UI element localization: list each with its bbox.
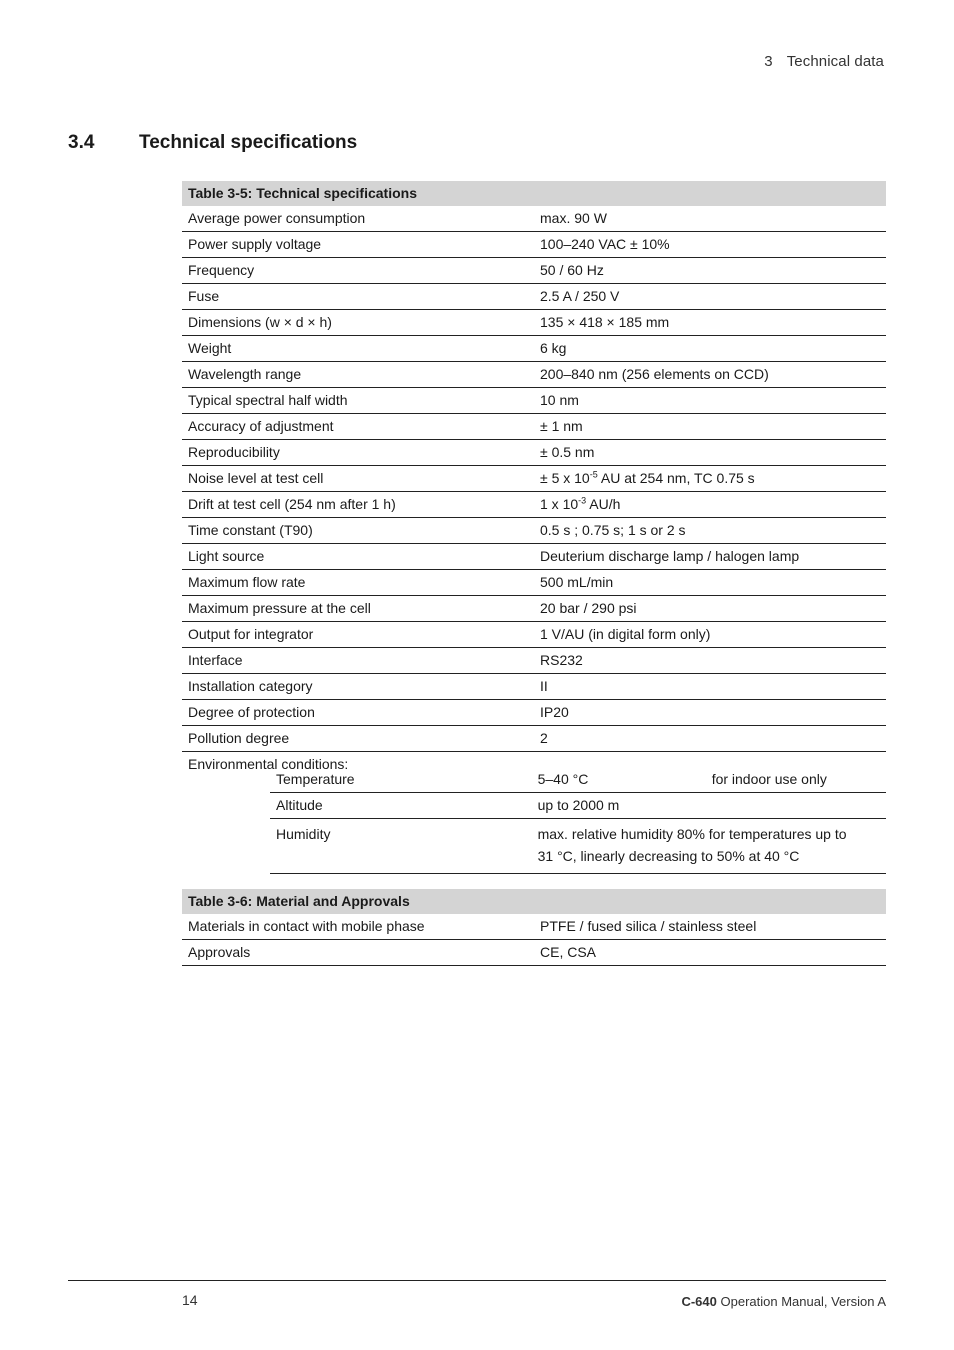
table-row xyxy=(182,518,886,544)
spec-label: Interface xyxy=(182,648,534,674)
spec-label: Output for integrator xyxy=(182,622,534,648)
value-text: AU at 254 nm, TC 0.75 s xyxy=(597,470,755,486)
spec-label: Average power consumption xyxy=(182,206,534,232)
table-caption: Table 3-5: Technical specifications xyxy=(182,181,886,206)
spec-value: max. 90 W xyxy=(534,206,886,232)
spec-label: Temperature xyxy=(270,767,532,793)
footer-divider xyxy=(68,1280,886,1281)
spec-value: 2.5 A / 250 V xyxy=(534,284,886,310)
spec-value: 135 × 418 × 185 mm xyxy=(534,310,886,336)
spec-label: Humidity xyxy=(270,819,532,874)
spec-label: Maximum flow rate xyxy=(182,570,534,596)
table-row xyxy=(182,206,886,232)
spec-value: 100–240 VAC ± 10% xyxy=(534,232,886,258)
value-line: max. relative humidity 80% for temperatures up to xyxy=(537,826,847,842)
table-row xyxy=(182,258,886,284)
spec-value: ± 1 nm xyxy=(534,414,886,440)
spec-label: Weight xyxy=(182,336,534,362)
spec-value: 50 / 60 Hz xyxy=(534,258,886,284)
spec-label: Time constant (T90) xyxy=(182,518,534,544)
spec-value: 5–40 °C xyxy=(532,767,706,793)
table-row xyxy=(182,544,886,570)
spec-value: IP20 xyxy=(534,700,886,726)
spec-value: ± 0.5 nm xyxy=(534,440,886,466)
spec-label: Reproducibility xyxy=(182,440,534,466)
table-row xyxy=(182,492,886,518)
table-row xyxy=(182,940,886,966)
spec-label: Light source xyxy=(182,544,534,570)
spec-label: Degree of protection xyxy=(182,700,534,726)
spec-value: 6 kg xyxy=(534,336,886,362)
material-approvals-table xyxy=(182,889,886,966)
spec-value: 200–840 nm (256 elements on CCD) xyxy=(534,362,886,388)
spec-value xyxy=(534,466,886,492)
table-row xyxy=(182,388,886,414)
spec-label: Noise level at test cell xyxy=(182,466,534,492)
table-row xyxy=(182,414,886,440)
table-row xyxy=(182,648,886,674)
spec-value: up to 2000 m xyxy=(532,793,886,819)
spec-label: Accuracy of adjustment xyxy=(182,414,534,440)
table-row xyxy=(182,440,886,466)
table-row xyxy=(182,914,886,940)
spec-value: 10 nm xyxy=(534,388,886,414)
table-row xyxy=(182,336,886,362)
chapter-number: 3 xyxy=(764,53,773,70)
spec-value: 20 bar / 290 psi xyxy=(534,596,886,622)
table-row xyxy=(182,284,886,310)
document-title: Operation Manual, Version A xyxy=(716,1294,886,1309)
spec-label: Wavelength range xyxy=(182,362,534,388)
table-row xyxy=(182,362,886,388)
spec-note: for indoor use only xyxy=(706,767,886,793)
spec-label: Pollution degree xyxy=(182,726,534,752)
section-number: 3.4 xyxy=(68,132,95,153)
value-line: 31 °C, linearly decreasing to 50% at 40 °C xyxy=(537,848,800,864)
table-row xyxy=(182,726,886,752)
table-caption: Table 3-6: Material and Approvals xyxy=(182,889,886,914)
table-row xyxy=(182,570,886,596)
spec-value: Deuterium discharge lamp / halogen lamp xyxy=(534,544,886,570)
spec-value: PTFE / fused silica / stainless steel xyxy=(534,914,886,940)
value-exponent: -3 xyxy=(578,495,587,506)
value-text: 1 x 10 xyxy=(540,496,579,512)
model-name: C-640 xyxy=(681,1294,717,1309)
value-text: AU/h xyxy=(586,496,621,512)
spec-value xyxy=(532,819,886,874)
table-row xyxy=(182,232,886,258)
value-exponent: -5 xyxy=(589,469,598,480)
page-number: 14 xyxy=(182,1292,198,1308)
technical-specifications-table xyxy=(182,181,886,777)
running-header xyxy=(764,53,884,70)
environmental-conditions-label: Environmental conditions: xyxy=(188,756,349,772)
spec-label: Maximum pressure at the cell xyxy=(182,596,534,622)
table-row xyxy=(182,674,886,700)
spec-label: Frequency xyxy=(182,258,534,284)
table-row xyxy=(270,767,886,793)
spec-value: 2 xyxy=(534,726,886,752)
table-row xyxy=(182,622,886,648)
table-row xyxy=(182,596,886,622)
table-row xyxy=(182,310,886,336)
spec-label: Typical spectral half width xyxy=(182,388,534,414)
section-heading xyxy=(68,132,357,154)
table-row xyxy=(270,819,886,874)
spec-value: 500 mL/min xyxy=(534,570,886,596)
spec-value: RS232 xyxy=(534,648,886,674)
spec-value: II xyxy=(534,674,886,700)
table-row xyxy=(182,466,886,492)
spec-label: Drift at test cell (254 nm after 1 h) xyxy=(182,492,534,518)
spec-label: Approvals xyxy=(182,940,534,966)
value-text: ± 5 x 10 xyxy=(540,470,590,486)
table-row xyxy=(270,793,886,819)
chapter-title: Technical data xyxy=(786,53,884,70)
spec-label: Power supply voltage xyxy=(182,232,534,258)
spec-value: 1 V/AU (in digital form only) xyxy=(534,622,886,648)
spec-label: Installation category xyxy=(182,674,534,700)
spec-label: Dimensions (w × d × h) xyxy=(182,310,534,336)
spec-value: 0.5 s ; 0.75 s; 1 s or 2 s xyxy=(534,518,886,544)
table-row xyxy=(182,700,886,726)
spec-label: Materials in contact with mobile phase xyxy=(182,914,534,940)
footer-document-title xyxy=(681,1294,886,1309)
spec-value: CE, CSA xyxy=(534,940,886,966)
spec-label: Altitude xyxy=(270,793,532,819)
spec-value xyxy=(534,492,886,518)
environmental-conditions-table xyxy=(270,767,886,874)
section-title: Technical specifications xyxy=(139,132,358,153)
spec-label: Fuse xyxy=(182,284,534,310)
